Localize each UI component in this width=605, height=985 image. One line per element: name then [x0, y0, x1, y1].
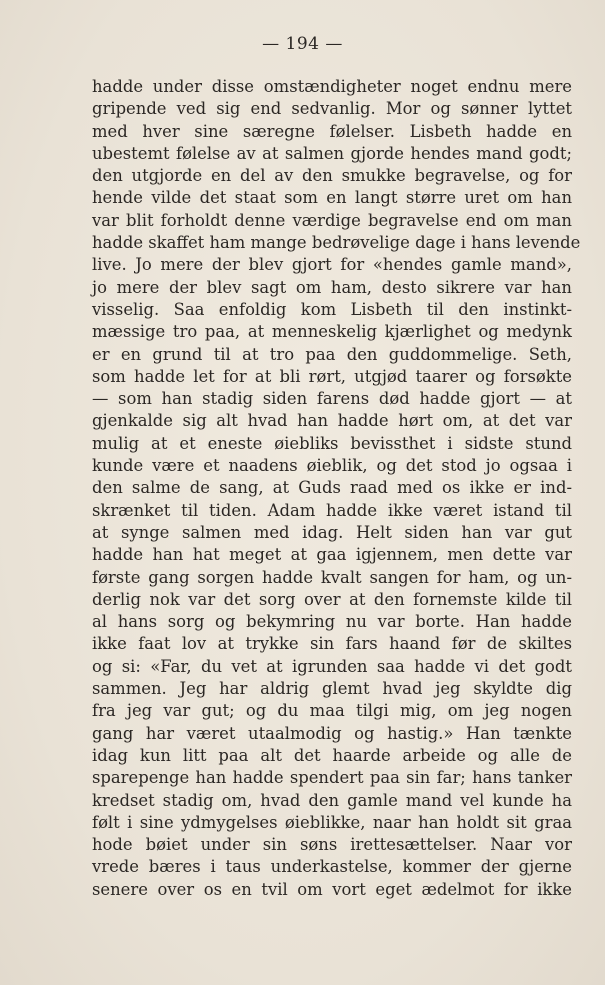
text-line: sparepenge han hadde spendert paa sin far; hans tanker [92, 768, 572, 788]
text-line: ubestemt følelse av at salmen gjorde hendes mand godt; [92, 143, 572, 163]
text-line: senere over os en tvil om vort eget ædelmot for ikke [92, 879, 572, 899]
text-line: jo mere der blev sagt om ham, desto sikrere var han [92, 277, 572, 297]
text-line: følt i sine ydmygelses øieblikke, naar han holdt sit graa [92, 812, 572, 832]
text-line: gripende ved sig end sedvanlig. Mor og sønner lyttet [92, 99, 572, 119]
text-line: første gang sorgen hadde kvalt sangen for ham, og un- [92, 567, 572, 587]
text-line: hadde han hat meget at gaa igjennem, men dette var [92, 545, 572, 565]
body-text [92, 76, 581, 901]
text-line: fra jeg var gut; og du maa tilgi mig, om jeg nogen [92, 701, 572, 721]
text-line: hadde skaffet ham mange bedrøvelige dage i hans levende [92, 233, 581, 253]
text-line: mæssige tro paa, at menneskelig kjærlighet og medynk [92, 322, 572, 342]
text-line: hende vilde det staat som en langt større uret om han [92, 188, 572, 208]
text-line: visselig. Saa enfoldig kom Lisbeth til den instinkt- [92, 299, 572, 319]
text-line: al hans sorg og bekymring nu var borte. Han hadde [92, 612, 572, 632]
text-line: ikke faat lov at trykke sin fars haand før de skiltes [92, 634, 572, 654]
text-line: skrænket til tiden. Adam hadde ikke været istand til [92, 500, 572, 520]
text-line: derlig nok var det sorg over at den fornemste kilde til [92, 589, 572, 609]
text-line: og si: «Far, du vet at igrunden saa hadde vi det godt [92, 656, 572, 676]
text-line: at synge salmen med idag. Helt siden han var gut [92, 522, 572, 542]
page-number: — 194 — [262, 34, 343, 54]
text-line: som hadde let for at bli rørt, utgjød taarer og forsøkte [92, 366, 572, 386]
text-line: hode bøiet under sin søns irettesættelser. Naar vor [92, 835, 572, 855]
text-line: sammen. Jeg har aldrig glemt hvad jeg skyldte dig [92, 679, 572, 699]
text-line: vrede bæres i taus underkastelse, kommer der gjerne [92, 857, 572, 877]
text-line: kunde være et naadens øieblik, og det stod jo ogsaa i [92, 456, 572, 476]
text-line: — som han stadig siden farens død hadde gjort — at [92, 389, 572, 409]
text-line: kredset stadig om, hvad den gamle mand vel kunde ha [92, 790, 572, 810]
text-line: mulig at et eneste øiebliks bevissthet i sidste stund [92, 433, 572, 453]
text-line: live. Jo mere der blev gjort for «hendes gamle mand», [92, 255, 572, 275]
text-line: den salme de sang, at Guds raad med os ikke er ind- [92, 478, 572, 498]
text-line: var blit forholdt denne værdige begravelse end om man [92, 210, 572, 230]
text-line: gang har været utaalmodig og hastig.» Han tænkte [92, 723, 572, 743]
text-line: gjenkalde sig alt hvad han hadde hørt om, at det var [92, 411, 572, 431]
text-line: hadde under disse omstændigheter noget endnu mere [92, 77, 572, 96]
text-line: den utgjorde en del av den smukke begravelse, og for [92, 166, 572, 186]
text-line: idag kun litt paa alt det haarde arbeide og alle de [92, 745, 572, 765]
text-line: med hver sine særegne følelser. Lisbeth hadde en [92, 121, 572, 141]
text-line: er en grund til at tro paa den guddommelige. Seth, [92, 344, 572, 364]
